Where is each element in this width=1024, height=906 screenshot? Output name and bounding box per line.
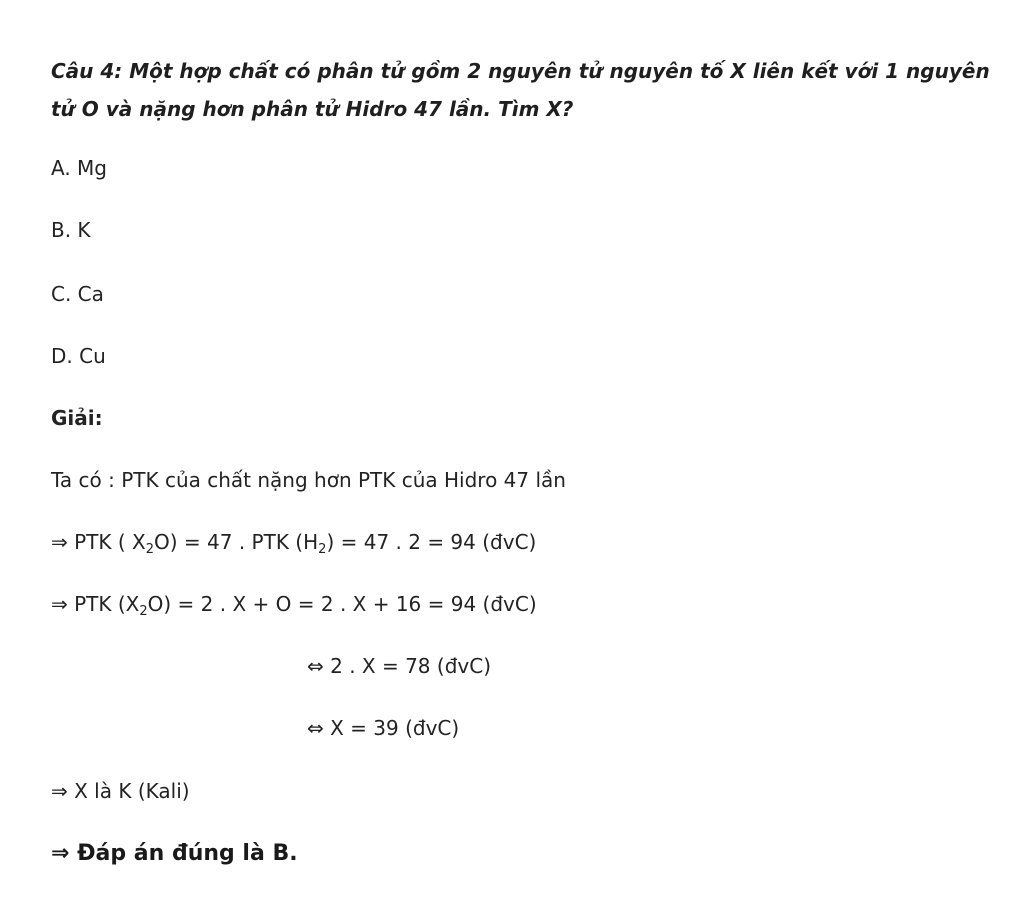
question-body: Một hợp chất có phân tử gồm 2 nguyên tử nguyên tố X liên kết với 1 nguyên tử O và nặng hơn phân tử Hidro 47 lần. Tìm X? xyxy=(51,59,990,121)
solution-heading: Giải: xyxy=(51,406,103,430)
step-3-part-1: ⇒ PTK (X xyxy=(51,592,140,616)
option-a: A. Mg xyxy=(51,156,107,180)
final-answer: ⇒ Đáp án đúng là B. xyxy=(51,841,298,866)
solution-step-3 xyxy=(51,590,537,618)
solution-step-5: ⇔ X = 39 (đvC) xyxy=(307,716,460,740)
question-text xyxy=(51,52,991,128)
question-label: Câu 4: xyxy=(51,59,123,83)
option-c: C. Ca xyxy=(51,282,104,306)
step-2-part-1: ⇒ PTK ( X xyxy=(51,530,146,554)
step-3-part-2: O) = 2 . X + O = 2 . X + 16 = 94 (đvC) xyxy=(147,592,537,616)
step-2-part-3: ) = 47 . 2 = 94 (đvC) xyxy=(326,530,537,554)
step-2-part-2: O) = 47 . PTK (H xyxy=(154,530,319,554)
solution-step-6: ⇒ X là K (Kali) xyxy=(51,779,190,803)
option-d: D. Cu xyxy=(51,344,106,368)
option-b: B. K xyxy=(51,218,91,242)
solution-step-4: ⇔ 2 . X = 78 (đvC) xyxy=(307,654,491,678)
solution-step-2 xyxy=(51,528,536,556)
step-3-subscript-1: 2 xyxy=(139,604,148,619)
step-2-subscript-2: 2 xyxy=(318,542,327,557)
solution-step-1: Ta có : PTK của chất nặng hơn PTK của Hidro 47 lần xyxy=(51,468,566,492)
step-2-subscript-1: 2 xyxy=(145,542,155,557)
